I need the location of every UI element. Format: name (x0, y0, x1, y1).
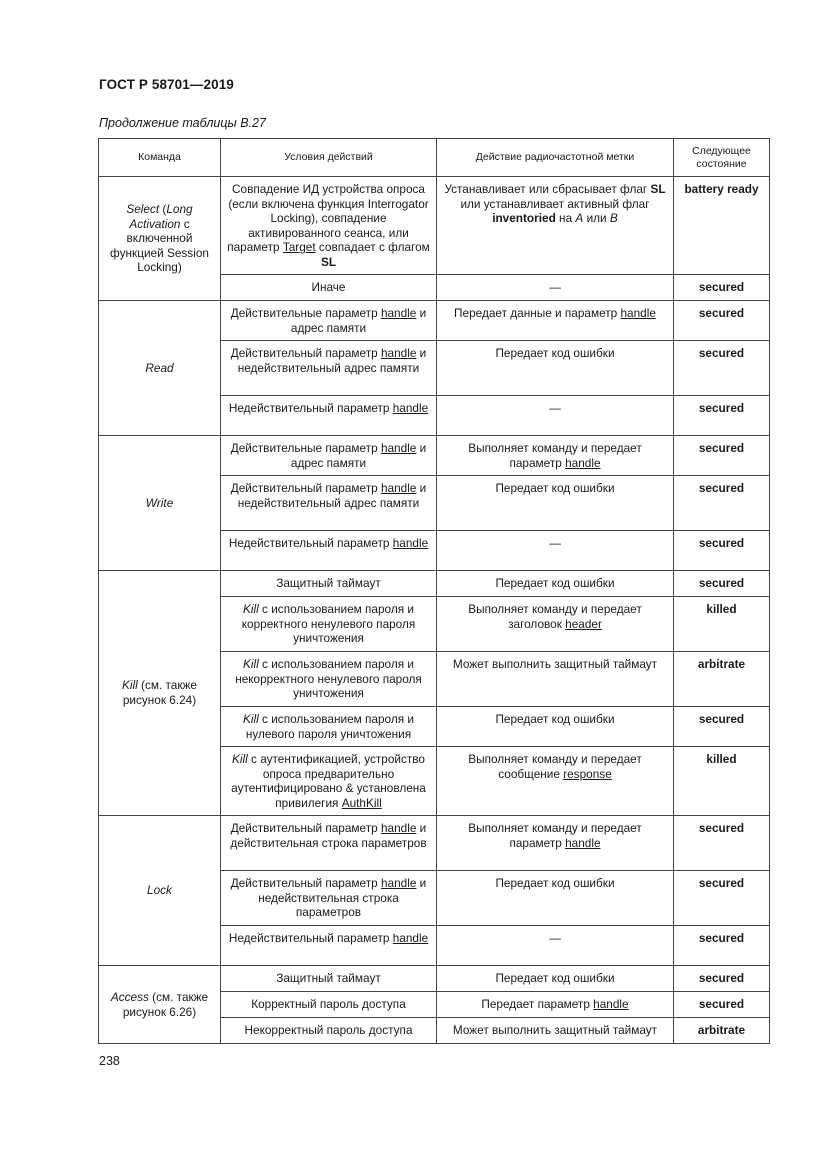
condition-cell: Недействительный параметр handle (221, 396, 437, 436)
header-action: Действие радиочастотной метки (437, 139, 674, 177)
condition-cell: Действительные параметр handle и адрес памяти (221, 436, 437, 476)
condition-cell: Действительный параметр handle и недействительная строка параметров (221, 871, 437, 926)
action-cell: Передает данные и параметр handle (437, 301, 674, 341)
condition-cell: Kill с использованием пароля и корректного ненулевого пароля уничтожения (221, 597, 437, 652)
action-cell: Передает код ошибки (437, 707, 674, 747)
condition-cell: Защитный таймаут (221, 571, 437, 597)
next-state-cell: secured (674, 992, 770, 1018)
action-cell: Выполняет команду и передает параметр handle (437, 816, 674, 871)
condition-cell: Корректный пароль доступа (221, 992, 437, 1018)
next-state-cell: battery ready (674, 177, 770, 275)
action-cell: — (437, 926, 674, 966)
next-state-cell: secured (674, 301, 770, 341)
next-state-cell: secured (674, 275, 770, 301)
action-cell: Устанавливает или сбрасывает флаг SL или устанавливает активный флаг inventoried на A или B (437, 177, 674, 275)
action-cell: Выполняет команду и передает сообщение response (437, 747, 674, 816)
condition-cell: Иначе (221, 275, 437, 301)
table-header-row (99, 139, 770, 177)
condition-cell: Недействительный параметр handle (221, 531, 437, 571)
next-state-cell: arbitrate (674, 1018, 770, 1044)
next-state-cell: secured (674, 966, 770, 992)
document-title: ГОСТ Р 58701—2019 (99, 77, 234, 92)
next-state-cell: secured (674, 816, 770, 871)
condition-cell: Некорректный пароль доступа (221, 1018, 437, 1044)
action-cell: Выполняет команду и передает параметр handle (437, 436, 674, 476)
action-cell: Передает параметр handle (437, 992, 674, 1018)
command-cell: Select (Long Activation с включенной функцией Session Locking) (99, 177, 221, 301)
action-cell: — (437, 275, 674, 301)
action-cell: — (437, 531, 674, 571)
action-cell: Передает код ошибки (437, 341, 674, 396)
action-cell: Может выполнить защитный таймаут (437, 1018, 674, 1044)
condition-cell: Действительный параметр handle и недействительный адрес памяти (221, 476, 437, 531)
header-conditions: Условия действий (221, 139, 437, 177)
command-table (98, 138, 770, 1044)
table-row (99, 177, 770, 275)
action-cell: Передает код ошибки (437, 871, 674, 926)
table-continuation-caption: Продолжение таблицы В.27 (99, 116, 266, 130)
action-cell: Передает код ошибки (437, 966, 674, 992)
command-cell: Kill (см. также рисунок 6.24) (99, 571, 221, 816)
next-state-cell: killed (674, 747, 770, 816)
condition-cell: Недействительный параметр handle (221, 926, 437, 966)
command-cell: Access (см. также рисунок 6.26) (99, 966, 221, 1044)
action-cell: — (437, 396, 674, 436)
action-cell: Выполняет команду и передает заголовок header (437, 597, 674, 652)
page-number: 238 (99, 1054, 120, 1068)
condition-cell: Действительные параметр handle и адрес памяти (221, 301, 437, 341)
command-cell: Read (99, 301, 221, 436)
next-state-cell: secured (674, 926, 770, 966)
header-command: Команда (99, 139, 221, 177)
table-body (99, 177, 770, 1044)
table-row (99, 816, 770, 871)
table-row (99, 436, 770, 476)
condition-cell: Kill с аутентификацией, устройство опроса предварительно аутентифицировано & установлена привилегия AuthKill (221, 747, 437, 816)
next-state-cell: secured (674, 571, 770, 597)
next-state-cell: secured (674, 396, 770, 436)
next-state-cell: secured (674, 476, 770, 531)
command-cell: Write (99, 436, 221, 571)
next-state-cell: secured (674, 531, 770, 571)
table-row (99, 301, 770, 341)
next-state-cell: secured (674, 707, 770, 747)
next-state-cell: secured (674, 436, 770, 476)
next-state-cell: killed (674, 597, 770, 652)
condition-cell: Защитный таймаут (221, 966, 437, 992)
condition-cell: Действительный параметр handle и недействительный адрес памяти (221, 341, 437, 396)
header-next-state: Следующее состояние (674, 139, 770, 177)
table-row (99, 571, 770, 597)
action-cell: Может выполнить защитный таймаут (437, 652, 674, 707)
condition-cell: Kill с использованием пароля и некорректного ненулевого пароля уничтожения (221, 652, 437, 707)
next-state-cell: arbitrate (674, 652, 770, 707)
condition-cell: Совпадение ИД устройства опроса (если включена функция Interrogator Locking), совпадение активированного сеанса, или параметр Target совпадает с флагом SL (221, 177, 437, 275)
condition-cell: Kill с использованием пароля и нулевого пароля уничтожения (221, 707, 437, 747)
action-cell: Передает код ошибки (437, 476, 674, 531)
command-cell: Lock (99, 816, 221, 966)
next-state-cell: secured (674, 341, 770, 396)
next-state-cell: secured (674, 871, 770, 926)
action-cell: Передает код ошибки (437, 571, 674, 597)
condition-cell: Действительный параметр handle и действительная строка параметров (221, 816, 437, 871)
table-row (99, 966, 770, 992)
